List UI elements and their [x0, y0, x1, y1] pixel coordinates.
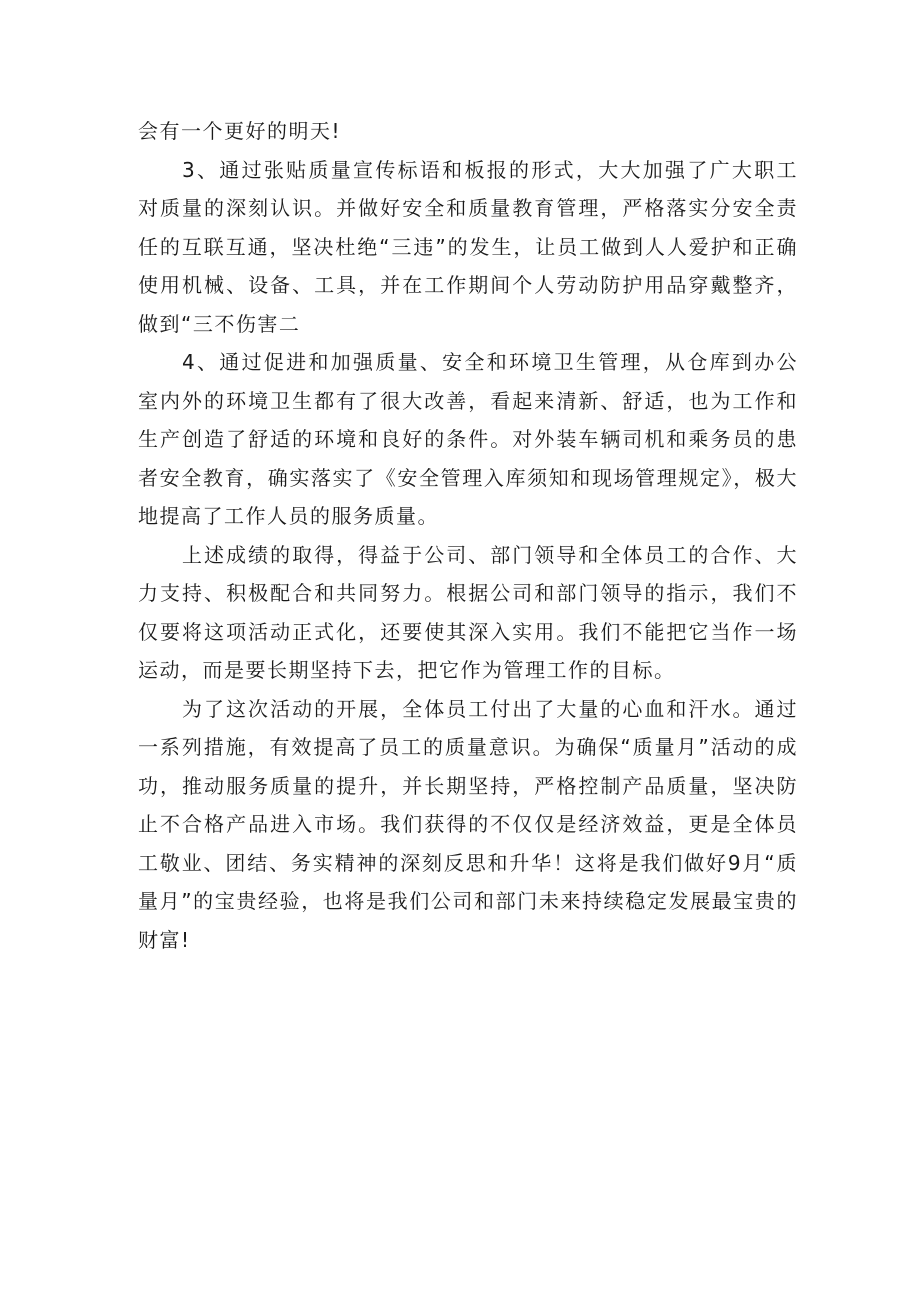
paragraph-continuation: 会有一个更好的明天!: [138, 119, 342, 143]
paragraph-conclusion: 为了这次活动的开展，全体员工付出了大量的心血和汗水。通过一系列措施，有效提高了员工的质量意识。为确保“质量月”活动的成功，推动服务质量的提升，并长期坚持，严格控制产品质量，坚决防止不合格产品进入市场。我们获得的不仅仅是经济效益，更是全体员工敬业、团结、务实精神的深刻反思和升华！这将是我们做好9月“质量月”的宝贵经验，也将是我们公司和部门未来持续稳定发展最宝贵的财富!: [138, 696, 798, 952]
document-body: [138, 112, 798, 959]
paragraph-item-3: 3、通过张贴质量宣传标语和板报的形式，大大加强了广大职工对质量的深刻认识。并做好安全和质量教育管理，严格落实分安全责任的互联互通，坚决杜绝“三违”的发生，让员工做到人人爱护和正确使用机械、设备、工具，并在工作期间个人劳动防护用品穿戴整齐，做到“三不伤害二: [138, 157, 798, 336]
paragraph-achievements: 上述成绩的取得，得益于公司、部门领导和全体员工的合作、大力支持、积极配合和共同努力。根据公司和部门领导的指示，我们不仅要将这项活动正式化，还要使其深入实用。我们不能把它当作一场运动，而是要长期坚持下去，把它作为管理工作的目标。: [138, 542, 798, 682]
paragraph-item-4: 4、通过促进和加强质量、安全和环境卫生管理，从仓库到办公室内外的环境卫生都有了很大改善，看起来清新、舒适，也为工作和生产创造了舒适的环境和良好的条件。对外装车辆司机和乘务员的患者安全教育，确实落实了《安全管理入库须知和现场管理规定》，极大地提高了工作人员的服务质量。: [138, 350, 798, 528]
